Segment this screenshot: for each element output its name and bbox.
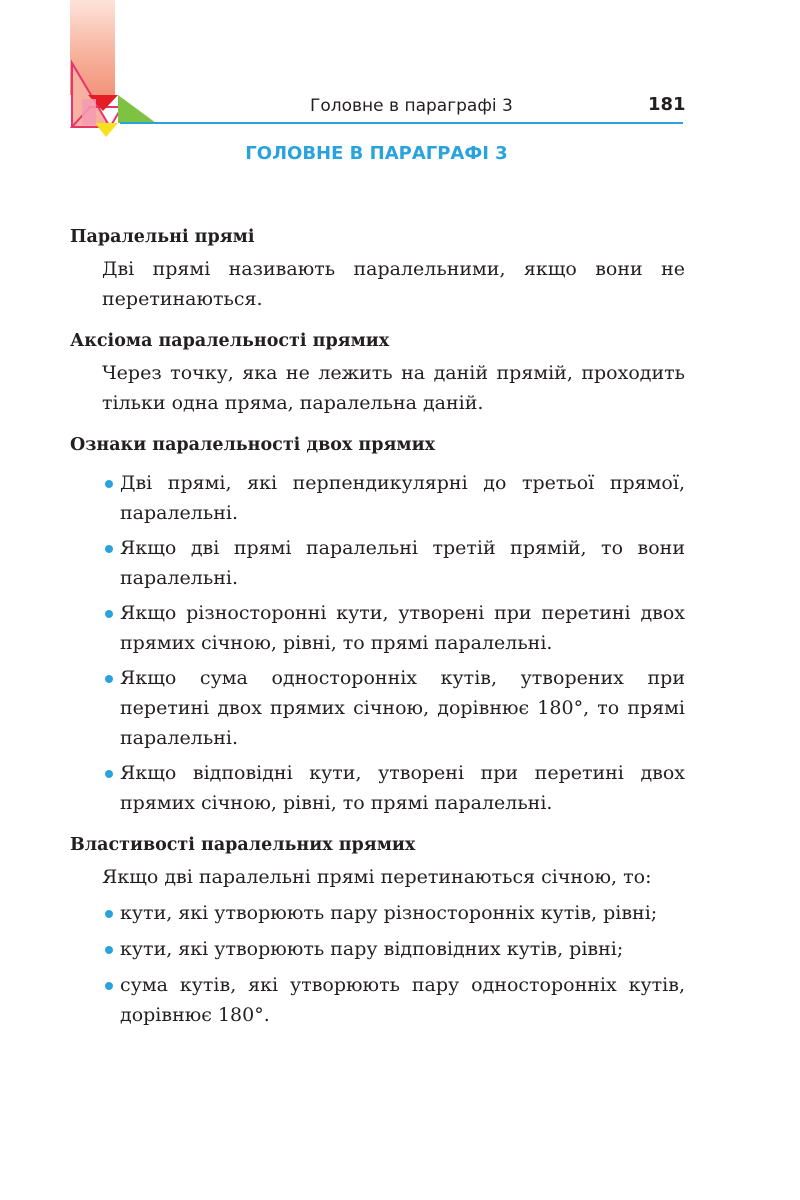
list-item: сума кутів, які утворюють пару односторонніх кутів, дорівнює 180°. <box>70 970 685 1030</box>
bullet-icon <box>105 675 113 683</box>
properties-list <box>70 898 685 1030</box>
section-heading: Аксіома паралельності прямих <box>70 331 390 351</box>
list-item: кути, які утворюють пару різносторонніх кутів, рівні; <box>70 898 685 928</box>
page-number: 181 <box>648 94 686 115</box>
properties-intro: Якщо дві паралельні прямі перетинаються січною, то: <box>102 866 652 888</box>
section-criteria <box>70 430 685 818</box>
section-axiom <box>70 326 685 418</box>
list-item: Якщо сума односторонніх кутів, утворених при перетині двох прямих січною, дорівнює 180°, то прямі паралельні. <box>70 663 685 753</box>
bullet-icon <box>105 770 113 778</box>
bullet-icon <box>105 982 113 990</box>
tangram-logo-icon <box>60 55 160 140</box>
axiom-text: Через точку, яка не лежить на даній прямій, проходить тільки одна пряма, паралельна даній. <box>102 362 685 414</box>
list-item: кути, які утворюють пару відповідних кутів, рівні; <box>70 934 685 964</box>
definition-text: Дві прямі називають паралельними, якщо вони не перетинаються. <box>102 258 685 310</box>
page-title: ГОЛОВНЕ В ПАРАГРАФІ 3 <box>245 143 508 164</box>
section-heading: Паралельні прямі <box>70 227 255 247</box>
bullet-icon <box>105 480 113 488</box>
header-divider <box>120 122 683 124</box>
content <box>70 222 685 1042</box>
section-heading: Ознаки паралельності двох прямих <box>70 435 436 455</box>
section-heading: Властивості паралельних прямих <box>70 835 416 855</box>
section-parallel-lines <box>70 222 685 314</box>
list-item: Дві прямі, які перпендикулярні до третьої прямої, паралельні. <box>70 468 685 528</box>
bullet-icon <box>105 610 113 618</box>
bullet-icon <box>105 946 113 954</box>
list-item: Якщо дві прямі паралельні третій прямій, то вони паралельні. <box>70 533 685 593</box>
section-properties <box>70 830 685 1030</box>
running-title: Головне в параграфі 3 <box>310 96 513 116</box>
list-item: Якщо різносторонні кути, утворені при перетині двох прямих січною, рівні, то прямі паралельні. <box>70 598 685 658</box>
list-item: Якщо відповідні кути, утворені при перетині двох прямих січною, рівні, то прямі паралельні. <box>70 758 685 818</box>
criteria-list <box>70 468 685 818</box>
bullet-icon <box>105 545 113 553</box>
bullet-icon <box>105 910 113 918</box>
